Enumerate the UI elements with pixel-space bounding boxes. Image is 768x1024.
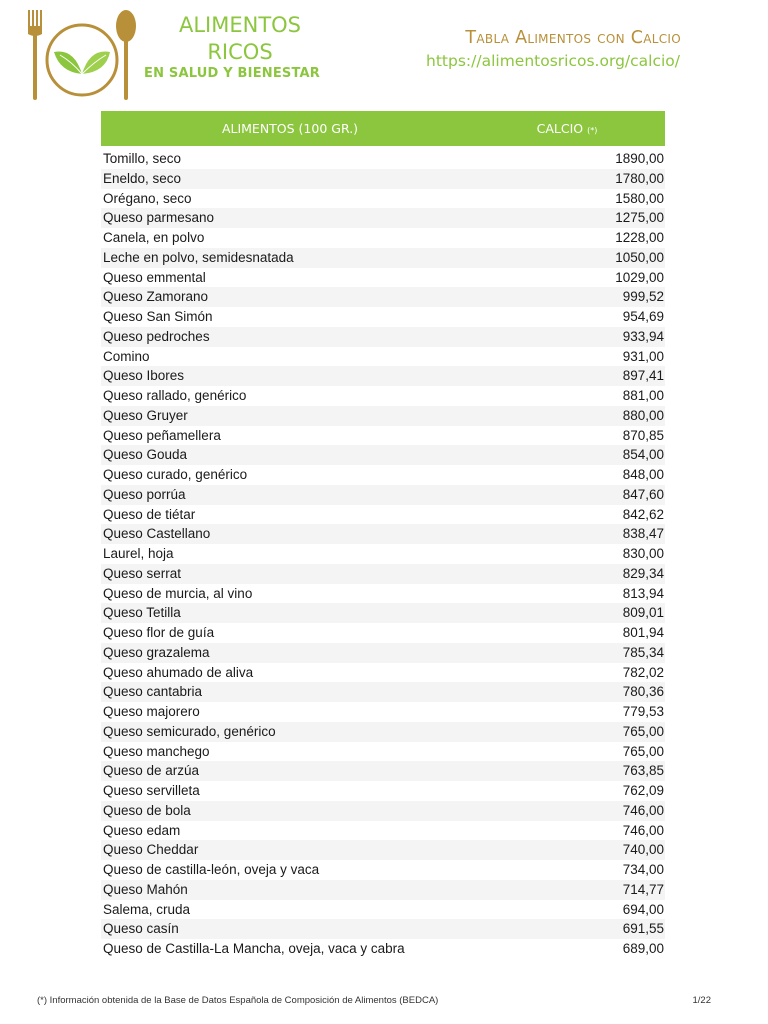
table-row (101, 742, 665, 762)
food-name-cell: Queso manchego (103, 743, 210, 759)
calcium-value-cell: 801,94 (622, 625, 664, 640)
food-name-cell: Canela, en polvo (103, 230, 205, 245)
calcium-value-cell: 779,53 (622, 704, 664, 719)
food-name-cell: Queso casín (103, 921, 179, 937)
food-name-cell: Queso de arzúa (103, 763, 200, 779)
table-row (101, 169, 665, 189)
table-row (101, 761, 665, 781)
food-name-cell: Queso servilleta (103, 783, 200, 798)
calcium-value-cell: 734,00 (622, 862, 664, 877)
table-row (101, 801, 665, 821)
calcium-value-cell: 1275,00 (615, 210, 664, 226)
food-name-cell: Queso San Simón (103, 309, 213, 324)
calcium-value-cell: 809,01 (622, 605, 664, 621)
food-name-cell: Salema, cruda (103, 901, 191, 917)
food-name-cell: Orégano, seco (103, 190, 192, 206)
food-name-cell: Queso semicurado, genérico (103, 723, 276, 739)
brand-name-line2: RICOS (207, 40, 273, 64)
brand-name-line1: ALIMENTOS (178, 13, 302, 37)
table-row (101, 900, 665, 920)
table-row (101, 307, 665, 327)
document-url[interactable]: https://alimentosricos.org/calcio/ (426, 52, 680, 70)
calcium-value-cell: 954,69 (622, 309, 664, 324)
food-name-cell: Queso curado, genérico (103, 467, 248, 482)
calcium-value-cell: 1580,00 (615, 190, 664, 206)
page-number: 1/22 (692, 995, 711, 1006)
calcium-value-cell: 694,00 (622, 901, 664, 917)
calcium-value-cell: 999,52 (622, 289, 664, 305)
table-row (101, 149, 665, 169)
food-name-cell: Queso Gruyer (103, 407, 188, 423)
calcium-value-cell: 1050,00 (615, 249, 664, 265)
document-title: Tabla Alimentos con Calcio (465, 28, 681, 48)
table-row (101, 939, 665, 959)
table-row (101, 189, 665, 209)
calcium-value-cell: 1890,00 (615, 151, 664, 166)
food-name-cell: Queso rallado, genérico (103, 388, 247, 403)
food-name-cell: Queso Ibores (103, 368, 185, 384)
calcium-value-cell: 854,00 (622, 447, 664, 463)
food-name-cell: Queso parmesano (103, 210, 215, 226)
calcium-value-cell: 880,00 (622, 407, 664, 423)
calcium-value-cell: 765,00 (622, 743, 664, 759)
food-name-cell: Queso de bola (103, 802, 191, 818)
table-row (101, 445, 665, 465)
table-row (101, 722, 665, 742)
calcium-value-cell: 1029,00 (615, 269, 664, 285)
calcium-value-cell: 785,34 (622, 644, 664, 660)
food-name-cell: Eneldo, seco (103, 170, 182, 186)
table-row (101, 840, 665, 860)
calcium-value-cell: 765,00 (622, 723, 664, 739)
food-name-cell: Comino (103, 348, 150, 364)
table-row (101, 682, 665, 702)
column-header-calcium-note: (*) (587, 126, 598, 135)
calcium-value-cell: 1228,00 (615, 230, 664, 245)
table-header (101, 111, 665, 146)
table-row (101, 564, 665, 584)
calcium-value-cell: 691,55 (622, 921, 664, 937)
table-row (101, 426, 665, 446)
calcium-value-cell: 714,77 (622, 881, 664, 897)
table-row (101, 702, 665, 722)
calcium-value-cell: 1780,00 (615, 170, 664, 186)
calcium-value-cell: 881,00 (622, 388, 664, 403)
food-name-cell: Queso Tetilla (103, 605, 181, 621)
calcium-value-cell: 813,94 (622, 585, 664, 601)
brand-tagline: EN SALUD Y BIENESTAR (144, 66, 321, 81)
calcium-value-cell: 763,85 (622, 763, 664, 779)
table-body (101, 149, 665, 959)
table-row (101, 366, 665, 386)
table-row (101, 544, 665, 564)
food-name-cell: Queso Gouda (103, 447, 188, 463)
column-header-calcium-label: CALCIO (536, 121, 584, 136)
food-name-cell: Queso Castellano (103, 526, 211, 542)
calcium-value-cell: 842,62 (622, 506, 664, 522)
table-row (101, 248, 665, 268)
food-name-cell: Queso edam (103, 822, 181, 838)
plate-fork-spoon-leaf-icon (24, 8, 142, 104)
food-name-cell: Queso Mahón (103, 881, 188, 897)
food-name-cell: Queso de tiétar (103, 506, 196, 522)
food-name-cell: Queso flor de guía (103, 625, 215, 640)
table-row (101, 880, 665, 900)
calcium-value-cell: 848,00 (622, 467, 664, 482)
table-row (101, 781, 665, 801)
food-name-cell: Queso Cheddar (103, 842, 199, 858)
food-name-cell: Queso porrúa (103, 486, 186, 502)
table-row (101, 919, 665, 939)
food-name-cell: Queso grazalema (103, 644, 210, 660)
calcium-value-cell: 897,41 (622, 368, 664, 384)
calcium-value-cell: 689,00 (622, 941, 664, 956)
footnote: (*) Información obtenida de la Base de Datos Española de Composición de Alimentos (BEDCA) (37, 995, 439, 1006)
calcium-value-cell: 838,47 (622, 526, 664, 542)
food-name-cell: Queso emmental (103, 269, 206, 285)
calcium-value-cell: 782,02 (622, 664, 664, 680)
table-row (101, 208, 665, 228)
food-name-cell: Tomillo, seco (103, 151, 182, 166)
table-row (101, 584, 665, 604)
table-row (101, 228, 665, 248)
calcium-value-cell: 762,09 (622, 783, 664, 798)
table-row (101, 406, 665, 426)
table-row (101, 643, 665, 663)
calcium-table (101, 111, 665, 959)
calcium-value-cell: 830,00 (622, 546, 664, 561)
table-row (101, 663, 665, 683)
food-name-cell: Queso majorero (103, 704, 200, 719)
table-row (101, 327, 665, 347)
table-row (101, 287, 665, 307)
table-row (101, 268, 665, 288)
calcium-value-cell: 829,34 (622, 565, 664, 581)
table-row (101, 485, 665, 505)
table-row (101, 821, 665, 841)
food-name-cell: Queso Zamorano (103, 289, 209, 305)
table-row (101, 603, 665, 623)
calcium-value-cell: 870,85 (622, 427, 664, 443)
column-header-food: ALIMENTOS (100 GR.) (221, 121, 359, 136)
table-row (101, 860, 665, 880)
food-name-cell: Queso serrat (103, 565, 182, 581)
table-row (101, 524, 665, 544)
food-name-cell: Queso de murcia, al vino (103, 585, 253, 601)
calcium-value-cell: 746,00 (622, 822, 664, 838)
food-name-cell: Laurel, hoja (103, 546, 174, 561)
table-row (101, 623, 665, 643)
food-name-cell: Queso peñamellera (103, 427, 221, 443)
food-name-cell: Queso de Castilla-La Mancha, oveja, vaca y cabra (103, 941, 405, 956)
calcium-value-cell: 746,00 (622, 802, 664, 818)
table-row (101, 386, 665, 406)
calcium-value-cell: 780,36 (622, 684, 664, 700)
table-row (101, 505, 665, 525)
food-name-cell: Queso cantabria (103, 684, 203, 700)
food-name-cell: Leche en polvo, semidesnatada (103, 249, 294, 265)
food-name-cell: Queso ahumado de aliva (103, 664, 254, 680)
table-row (101, 347, 665, 367)
calcium-value-cell: 933,94 (622, 328, 664, 344)
calcium-value-cell: 740,00 (622, 842, 664, 858)
calcium-value-cell: 847,60 (622, 486, 664, 502)
table-row (101, 465, 665, 485)
calcium-value-cell: 931,00 (622, 348, 664, 364)
food-name-cell: Queso pedroches (103, 328, 210, 344)
column-header-calcium (479, 121, 665, 136)
food-name-cell: Queso de castilla-león, oveja y vaca (103, 862, 320, 877)
